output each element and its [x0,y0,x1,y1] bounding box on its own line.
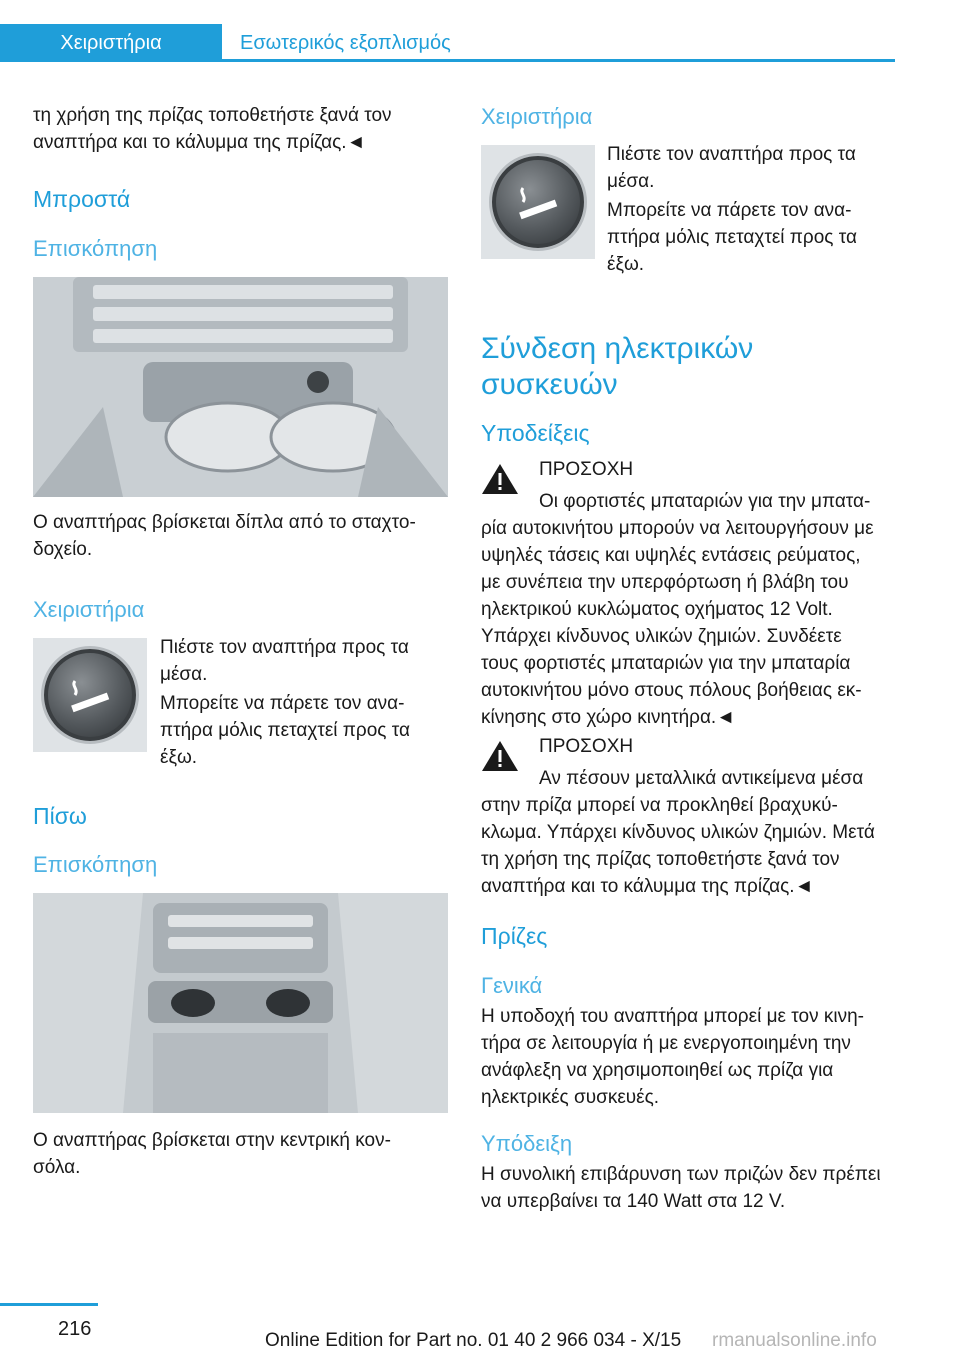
note-line-2: να υπερβαίνει τα 140 Watt στα 12 V. [481,1191,786,1212]
rear-console-illustration [33,893,448,1113]
page-header [0,0,960,62]
front-heading: Μπροστά [33,186,131,212]
warning1-line-7: τους φορτιστές μπαταριών για την μπαταρία [481,653,851,674]
warning1-line-2: ρία αυτοκινήτου μπορούν να λειτουργήσουν με [481,518,874,539]
warning1-line-5: ηλεκτρικού κυκλώματος οχήματος 12 Volt. [481,599,833,620]
general-line-3: ανάφλεξη να χρησιμοποιηθεί ως πρίζα για [481,1060,834,1081]
right-controls-line-4: πτήρα μόλις πεταχτεί προς τα [607,227,857,248]
right-controls-heading: Χειριστήρια [481,104,593,129]
note-heading: Υπόδειξη [481,1131,573,1156]
lighter-button-image-front [33,638,147,752]
intro-line-1: τη χρήση της πρίζας τοποθετήστε ξανά τον [33,105,392,126]
footer-divider [0,1303,98,1306]
tab-interior-equipment[interactable]: Εσωτερικός εξοπλισμός [240,31,451,54]
hints-heading: Υποδείξεις [481,420,590,446]
warning-triangle-icon [481,462,519,496]
cigarette-icon [67,677,113,713]
sockets-heading: Πρίζες [481,923,548,949]
tab-controls[interactable]: Χειριστήρια [0,24,222,62]
section-title-line-1: Σύνδεση ηλεκτρικών [481,332,754,365]
right-controls-line-5: έξω. [607,254,645,275]
right-controls-line-3: Μπορείτε να πάρετε τον ανα- [607,200,852,221]
header-divider [0,59,895,62]
warning-triangle-icon [481,739,519,773]
front-controls-line-5: έξω. [160,747,198,768]
front-console-illustration [33,277,448,497]
warning2-line-2: στην πρίζα μπορεί να προκληθεί βραχυκύ- [481,795,838,816]
intro-line-2: αναπτήρα και το κάλυμμα της πρίζας.◄ [33,132,366,153]
front-caption-line-1: Ο αναπτήρας βρίσκεται δίπλα από το σταχτο- [33,512,416,533]
watermark: rmanualsonline.info [712,1330,877,1351]
general-line-1: Η υποδοχή του αναπτήρα μπορεί με τον κινη- [481,1006,864,1027]
section-title-line-2: συσκευών [481,368,618,401]
rear-heading: Πίσω [33,803,87,829]
general-line-2: τήρα σε λειτουργία ή με ενεργοποιημένη την [481,1033,851,1054]
warning2-line-3: κλωμα. Υπάρχει κίνδυνος υλικών ζημιών. Μετά [481,822,875,843]
right-controls-line-1: Πιέστε τον αναπτήρα προς τα [607,144,856,165]
right-controls-line-2: μέσα. [607,171,655,192]
lighter-button-image-rear [481,145,595,259]
warning1-line-4: με συνέπεια την υπερφόρτωση ή βλάβη του [481,572,849,593]
warning1-label: ΠΡΟΣΟΧΗ [539,459,634,480]
warning1-line-6: Υπάρχει κίνδυνος υλικών ζημιών. Συνδέετε [481,626,842,647]
note-line-1: Η συνολική επιβάρυνση των πριζών δεν πρέπει [481,1164,881,1185]
warning1-line-1: Οι φορτιστές μπαταριών για την μπατα- [539,491,871,512]
rear-caption-line-2: σόλα. [33,1157,81,1178]
front-overview-heading: Επισκόπηση [33,236,158,261]
edition-text: Online Edition for Part no. 01 40 2 966 034 - X/15 [265,1330,682,1351]
warning2-line-4: τη χρήση της πρίζας τοποθετήστε ξανά τον [481,849,840,870]
front-controls-line-2: μέσα. [160,664,208,685]
general-heading: Γενικά [481,973,543,998]
rear-caption-line-1: Ο αναπτήρας βρίσκεται στην κεντρική κον- [33,1130,391,1151]
front-caption-line-2: δοχείο. [33,539,93,560]
warning2-label: ΠΡΟΣΟΧΗ [539,736,634,757]
warning2-line-5: αναπτήρα και το κάλυμμα της πρίζας.◄ [481,876,814,897]
warning2-line-1: Αν πέσουν μεταλλικά αντικείμενα μέσα [539,768,864,789]
front-console-photo [33,277,448,497]
warning1-line-3: υψηλές τάσεις και υψηλές εντάσεις ρεύματος, [481,545,861,566]
warning1-line-8: αυτοκινήτου μόνο στους πόλους βοήθειας εκ- [481,680,862,701]
page-number: 216 [58,1318,92,1340]
cigarette-icon [515,184,561,220]
front-controls-line-4: πτήρα μόλις πεταχτεί προς τα [160,720,410,741]
general-line-4: ηλεκτρικές συσκευές. [481,1087,660,1108]
rear-console-photo [33,893,448,1113]
lighter-button [492,156,584,248]
lighter-button [44,649,136,741]
rear-overview-heading: Επισκόπηση [33,852,158,877]
front-controls-line-1: Πιέστε τον αναπτήρα προς τα [160,637,409,658]
front-controls-heading: Χειριστήρια [33,597,145,622]
front-controls-line-3: Μπορείτε να πάρετε τον ανα- [160,693,405,714]
warning1-line-9: κίνησης στο χώρο κινητήρα.◄ [481,707,736,728]
